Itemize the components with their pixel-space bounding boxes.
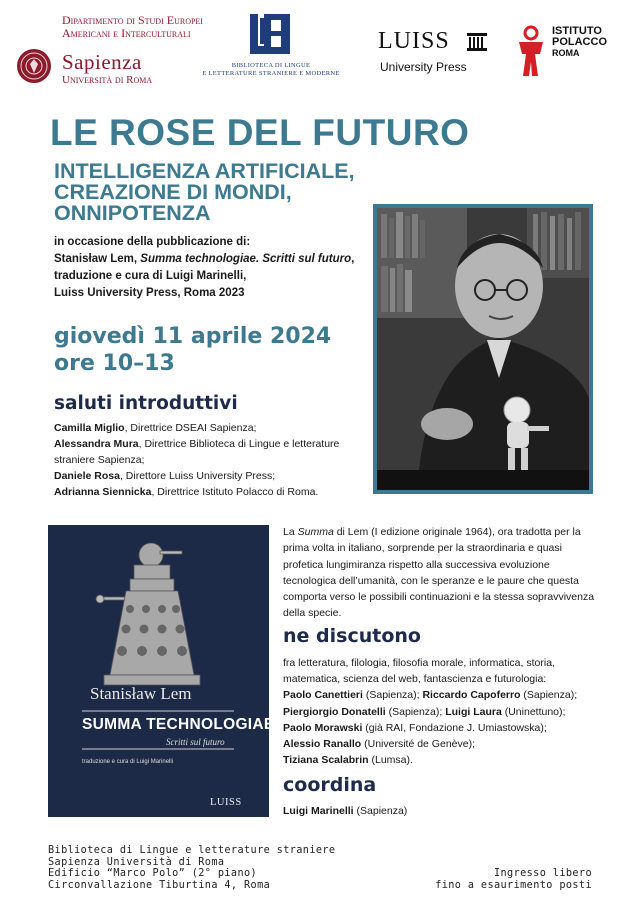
polacco-logo	[516, 24, 616, 84]
occasion-publisher: Luiss University Press, Roma 2023	[54, 287, 245, 299]
book-subtitle: Scritti sul futuro	[166, 737, 225, 747]
sapienza-logo	[14, 14, 214, 94]
occasion-intro: in occasione della pubblicazione di:	[54, 236, 251, 248]
coordina-name: Luigi Marinelli (Sapienza)	[283, 805, 408, 817]
biblioteca-line-2: E LETTERATURE STRANIERE E MODERNE	[202, 70, 340, 77]
occasion-text	[54, 234, 374, 302]
dept-line-1: Dipartimento di Studi Europei	[62, 13, 203, 27]
subtitle	[54, 161, 355, 224]
book-translation: traduzione e cura di Luigi Marinelli	[82, 759, 174, 765]
event-date	[54, 323, 331, 377]
biblioteca-logo	[196, 12, 346, 82]
sapienza-subtitle: Università di Roma	[62, 74, 153, 86]
luiss-column-icon	[466, 32, 488, 52]
saluti-heading: saluti introduttivi	[54, 393, 238, 414]
sapienza-seal-icon	[16, 46, 52, 86]
polacco-line-3: ROMA	[552, 48, 580, 58]
subtitle-line-1: INTELLIGENZA ARTIFICIALE,	[54, 159, 355, 183]
footer-entry: Ingresso libero fino a esaurimento posti	[435, 868, 592, 891]
discussants-list: fra letteratura, filologia, filosofia morale, informatica, storia, matematica, scienza del web, fantascienza e futurologia: Paolo Canettieri (Sapienza); Riccardo Capoferro (Sapienza); Piergiorgio Donatelli (Sapienza); Luigi Laura (Uninettuno); Paolo Morawski (già RAI, Fondazione J. Umiastowska); Alessio Ranallo (Université de Genève); Tiziana Scalabrin (Lumsa).	[283, 657, 578, 767]
occasion-book-title: Summa technologiae. Scritti sul futuro	[140, 253, 352, 265]
subtitle-line-2: CREAZIONE DI MONDI,	[54, 180, 292, 204]
book-cover	[48, 525, 269, 817]
biblioteca-line-1: BIBLIOTECA DI LINGUE	[231, 62, 311, 69]
saluti-list	[54, 420, 354, 500]
sapienza-name: Sapienza	[62, 50, 142, 74]
luiss-logo	[378, 28, 498, 78]
footer-address: Biblioteca di Lingue e letterature straniere Sapienza Università di Roma Edificio “Marco Polo” (2° piano) Circonvallazione Tiburtina 4, Roma	[48, 845, 336, 891]
book-description: La Summa di Lem (I edizione originale 1964), ora tradotta per la prima volta in italiano, sorprende per la straordinaria e quasi profetica lungimiranza rispetto alla successiva evoluzione tecnologica dell’umanità, con le speranze e le paure che questa comporta verso le possibili continuazioni e la stessa sopravvivenza della specie.	[283, 526, 595, 620]
book-author: Stanisław Lem	[90, 684, 192, 703]
dalek-icon	[48, 525, 269, 817]
author-photo	[373, 204, 593, 494]
list-item: Alessandra Mura, Direttrice Biblioteca di Lingue e letterature straniere Sapienza;	[54, 438, 340, 466]
occasion-rest: , traduzione e cura di Luigi Marinelli,	[54, 253, 355, 282]
event-time: ore 10–13	[54, 351, 175, 376]
luiss-press: University Press	[380, 60, 467, 74]
coordina-heading: coordina	[283, 774, 377, 796]
summa-italic: Summa	[297, 526, 334, 538]
luiss-name: LUISS	[378, 28, 450, 54]
polacco-figure-icon	[516, 24, 546, 80]
dept-line-2: Americani e Interculturali	[62, 26, 191, 40]
biblioteca-lb-icon	[248, 12, 294, 58]
occasion-author: Stanisław Lem,	[54, 253, 141, 265]
discussants-intro: fra letteratura, filologia, filosofia morale, informatica, storia, matematica, scienza del web, fantascienza e futurologia:	[283, 657, 555, 686]
event-day: giovedì 11 aprile 2024	[54, 324, 332, 349]
lem-portrait-icon	[377, 208, 589, 490]
list-item: Daniele Rosa, Direttore Luiss University Press;	[54, 470, 276, 482]
polacco-line-1: ISTITUTO	[552, 25, 602, 37]
discussants-heading: ne discutono	[283, 625, 421, 647]
book-title: SUMMA TECHNOLOGIAE	[82, 716, 275, 733]
list-item: Adrianna Siennicka, Direttrice Istituto Polacco di Roma.	[54, 486, 319, 498]
list-item: Camilla Miglio, Direttrice DSEAI Sapienza;	[54, 422, 257, 434]
page-title: LE ROSE DEL FUTURO	[50, 112, 470, 153]
subtitle-line-3: ONNIPOTENZA	[54, 201, 211, 225]
polacco-line-2: POLACCO	[552, 36, 607, 48]
book-publisher: LUISS	[210, 797, 242, 808]
